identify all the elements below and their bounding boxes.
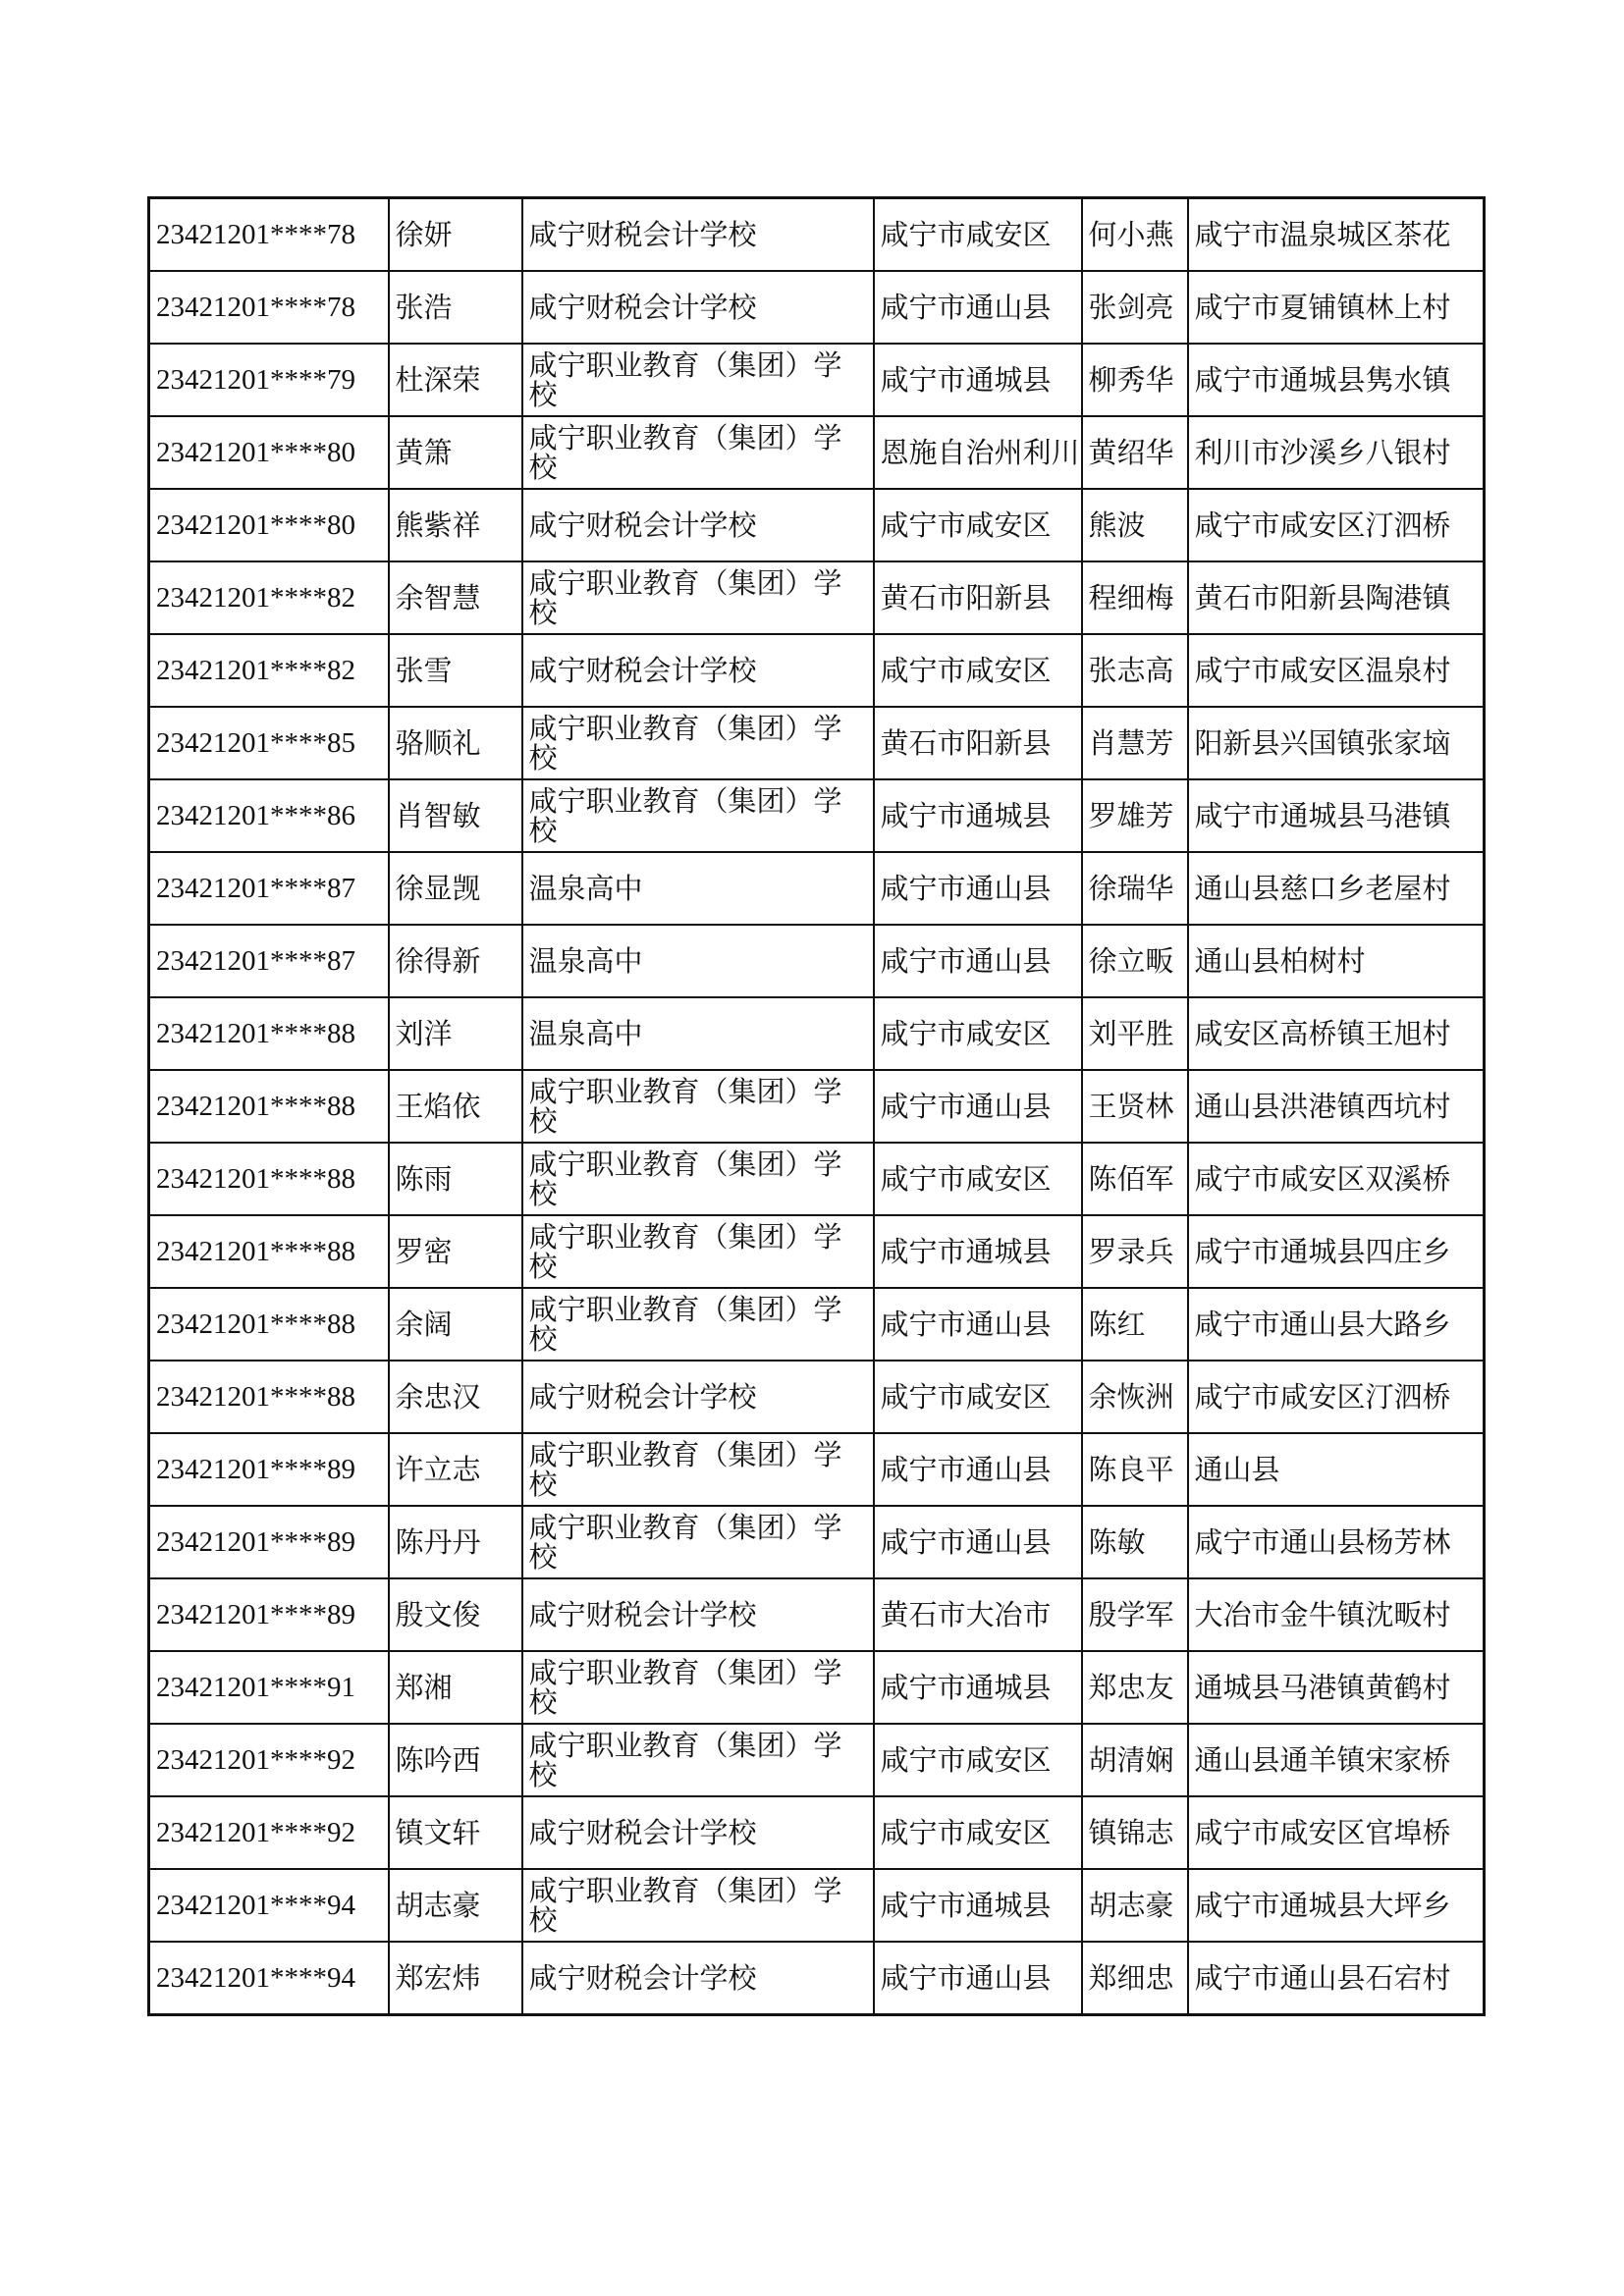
table-row — [149, 1942, 1485, 2015]
table-row — [149, 1724, 1485, 1796]
name-cell: 骆顺礼 — [389, 707, 522, 779]
id-cell: 23421201****86 — [149, 779, 389, 852]
school-cell: 咸宁职业教育（集团）学校 — [522, 1215, 874, 1288]
table-row — [149, 707, 1485, 779]
id-cell: 23421201****89 — [149, 1433, 389, 1506]
region-cell: 咸宁市咸安区 — [874, 997, 1082, 1070]
region-cell: 咸宁市通山县 — [874, 1942, 1082, 2015]
parent-cell: 陈敏 — [1082, 1506, 1188, 1578]
id-cell: 23421201****88 — [149, 997, 389, 1070]
region-cell: 咸宁市咸安区 — [874, 1724, 1082, 1796]
region-cell: 黄石市大冶市 — [874, 1578, 1082, 1651]
region-cell: 咸宁市通城县 — [874, 1651, 1082, 1724]
address-cell: 咸宁市通城县大坪乡 — [1188, 1869, 1485, 1942]
name-cell: 镇文轩 — [389, 1796, 522, 1869]
name-cell: 余智慧 — [389, 561, 522, 634]
table-row — [149, 1506, 1485, 1578]
parent-cell: 陈良平 — [1082, 1433, 1188, 1506]
address-cell: 咸宁市通城县马港镇 — [1188, 779, 1485, 852]
region-cell: 咸宁市咸安区 — [874, 1796, 1082, 1869]
name-cell: 肖智敏 — [389, 779, 522, 852]
id-cell: 23421201****88 — [149, 1288, 389, 1361]
region-cell: 咸宁市咸安区 — [874, 489, 1082, 561]
address-cell: 通山县柏树村 — [1188, 925, 1485, 997]
name-cell: 杜深荣 — [389, 344, 522, 416]
id-cell: 23421201****89 — [149, 1578, 389, 1651]
region-cell: 黄石市阳新县 — [874, 561, 1082, 634]
name-cell: 余阔 — [389, 1288, 522, 1361]
name-cell: 殷文俊 — [389, 1578, 522, 1651]
region-cell: 咸宁市咸安区 — [874, 198, 1082, 272]
address-cell: 咸宁市通山县石宕村 — [1188, 1942, 1485, 2015]
table-row — [149, 344, 1485, 416]
school-cell: 咸宁财税会计学校 — [522, 489, 874, 561]
school-cell: 咸宁财税会计学校 — [522, 271, 874, 344]
student-table — [147, 196, 1486, 2016]
address-cell: 咸宁市咸安区双溪桥 — [1188, 1143, 1485, 1215]
id-cell: 23421201****92 — [149, 1724, 389, 1796]
school-cell: 咸宁职业教育（集团）学校 — [522, 1506, 874, 1578]
name-cell: 陈丹丹 — [389, 1506, 522, 1578]
school-cell: 咸宁职业教育（集团）学校 — [522, 416, 874, 489]
parent-cell: 镇锦志 — [1082, 1796, 1188, 1869]
region-cell: 咸宁市通城县 — [874, 779, 1082, 852]
address-cell: 通山县洪港镇西坑村 — [1188, 1070, 1485, 1143]
id-cell: 23421201****80 — [149, 416, 389, 489]
table-row — [149, 1215, 1485, 1288]
school-cell: 咸宁职业教育（集团）学校 — [522, 561, 874, 634]
id-cell: 23421201****85 — [149, 707, 389, 779]
address-cell: 通山县慈口乡老屋村 — [1188, 852, 1485, 925]
school-cell: 咸宁职业教育（集团）学校 — [522, 779, 874, 852]
id-cell: 23421201****88 — [149, 1215, 389, 1288]
region-cell: 咸宁市通城县 — [874, 1869, 1082, 1942]
table-row — [149, 416, 1485, 489]
parent-cell: 胡清娴 — [1082, 1724, 1188, 1796]
region-cell: 咸宁市咸安区 — [874, 1143, 1082, 1215]
name-cell: 熊紫祥 — [389, 489, 522, 561]
table-row — [149, 271, 1485, 344]
table-row — [149, 634, 1485, 707]
id-cell: 23421201****82 — [149, 634, 389, 707]
region-cell: 咸宁市咸安区 — [874, 634, 1082, 707]
name-cell: 许立志 — [389, 1433, 522, 1506]
id-cell: 23421201****94 — [149, 1869, 389, 1942]
name-cell: 黄箫 — [389, 416, 522, 489]
region-cell: 咸宁市通山县 — [874, 1433, 1082, 1506]
table-row — [149, 1651, 1485, 1724]
parent-cell: 胡志豪 — [1082, 1869, 1188, 1942]
region-cell: 咸宁市通山县 — [874, 1070, 1082, 1143]
id-cell: 23421201****88 — [149, 1361, 389, 1433]
id-cell: 23421201****79 — [149, 344, 389, 416]
table-row — [149, 1433, 1485, 1506]
name-cell: 徐显觊 — [389, 852, 522, 925]
address-cell: 咸宁市通城县隽水镇 — [1188, 344, 1485, 416]
school-cell: 咸宁财税会计学校 — [522, 1942, 874, 2015]
address-cell: 咸安区高桥镇王旭村 — [1188, 997, 1485, 1070]
name-cell: 郑湘 — [389, 1651, 522, 1724]
address-cell: 咸宁市咸安区汀泗桥 — [1188, 1361, 1485, 1433]
parent-cell: 郑细忠 — [1082, 1942, 1188, 2015]
parent-cell: 柳秀华 — [1082, 344, 1188, 416]
id-cell: 23421201****92 — [149, 1796, 389, 1869]
name-cell: 徐得新 — [389, 925, 522, 997]
id-cell: 23421201****80 — [149, 489, 389, 561]
table-row — [149, 1869, 1485, 1942]
school-cell: 温泉高中 — [522, 925, 874, 997]
table-row — [149, 997, 1485, 1070]
name-cell: 王焰依 — [389, 1070, 522, 1143]
region-cell: 黄石市阳新县 — [874, 707, 1082, 779]
school-cell: 咸宁财税会计学校 — [522, 198, 874, 272]
parent-cell: 黄绍华 — [1082, 416, 1188, 489]
name-cell: 罗密 — [389, 1215, 522, 1288]
address-cell: 大冶市金牛镇沈畈村 — [1188, 1578, 1485, 1651]
address-cell: 咸宁市夏铺镇林上村 — [1188, 271, 1485, 344]
region-cell: 恩施自治州利川 — [874, 416, 1082, 489]
parent-cell: 肖慧芳 — [1082, 707, 1188, 779]
parent-cell: 罗雄芳 — [1082, 779, 1188, 852]
parent-cell: 陈佰军 — [1082, 1143, 1188, 1215]
address-cell: 咸宁市温泉城区茶花 — [1188, 198, 1485, 272]
school-cell: 咸宁职业教育（集团）学校 — [522, 1070, 874, 1143]
table-row — [149, 925, 1485, 997]
region-cell: 咸宁市通山县 — [874, 852, 1082, 925]
school-cell: 咸宁财税会计学校 — [522, 1578, 874, 1651]
school-cell: 咸宁职业教育（集团）学校 — [522, 1651, 874, 1724]
table-body — [149, 198, 1485, 2015]
parent-cell: 徐立畈 — [1082, 925, 1188, 997]
address-cell: 咸宁市咸安区温泉村 — [1188, 634, 1485, 707]
parent-cell: 殷学军 — [1082, 1578, 1188, 1651]
parent-cell: 刘平胜 — [1082, 997, 1188, 1070]
school-cell: 温泉高中 — [522, 852, 874, 925]
table-row — [149, 1143, 1485, 1215]
address-cell: 通城县马港镇黄鹤村 — [1188, 1651, 1485, 1724]
id-cell: 23421201****78 — [149, 271, 389, 344]
school-cell: 咸宁职业教育（集团）学校 — [522, 1433, 874, 1506]
id-cell: 23421201****87 — [149, 852, 389, 925]
id-cell: 23421201****87 — [149, 925, 389, 997]
name-cell: 胡志豪 — [389, 1869, 522, 1942]
region-cell: 咸宁市通城县 — [874, 344, 1082, 416]
region-cell: 咸宁市通城县 — [874, 1215, 1082, 1288]
address-cell: 黄石市阳新县陶港镇 — [1188, 561, 1485, 634]
id-cell: 23421201****78 — [149, 198, 389, 272]
id-cell: 23421201****94 — [149, 1942, 389, 2015]
table-row — [149, 489, 1485, 561]
parent-cell: 熊波 — [1082, 489, 1188, 561]
id-cell: 23421201****88 — [149, 1070, 389, 1143]
table-row — [149, 198, 1485, 272]
id-cell: 23421201****88 — [149, 1143, 389, 1215]
parent-cell: 王贤林 — [1082, 1070, 1188, 1143]
table-row — [149, 1361, 1485, 1433]
name-cell: 刘洋 — [389, 997, 522, 1070]
parent-cell: 张志高 — [1082, 634, 1188, 707]
name-cell: 余忠汉 — [389, 1361, 522, 1433]
school-cell: 咸宁职业教育（集团）学校 — [522, 1143, 874, 1215]
address-cell: 利川市沙溪乡八银村 — [1188, 416, 1485, 489]
region-cell: 咸宁市通山县 — [874, 925, 1082, 997]
school-cell: 咸宁职业教育（集团）学校 — [522, 1724, 874, 1796]
parent-cell: 张剑亮 — [1082, 271, 1188, 344]
address-cell: 阳新县兴国镇张家垴 — [1188, 707, 1485, 779]
address-cell: 咸宁市通山县杨芳林 — [1188, 1506, 1485, 1578]
school-cell: 咸宁财税会计学校 — [522, 634, 874, 707]
table-row — [149, 779, 1485, 852]
address-cell: 咸宁市咸安区汀泗桥 — [1188, 489, 1485, 561]
parent-cell: 程细梅 — [1082, 561, 1188, 634]
table-row — [149, 1288, 1485, 1361]
id-cell: 23421201****91 — [149, 1651, 389, 1724]
school-cell: 温泉高中 — [522, 997, 874, 1070]
name-cell: 陈吟西 — [389, 1724, 522, 1796]
table-row — [149, 561, 1485, 634]
school-cell: 咸宁财税会计学校 — [522, 1361, 874, 1433]
parent-cell: 郑忠友 — [1082, 1651, 1188, 1724]
school-cell: 咸宁职业教育（集团）学校 — [522, 344, 874, 416]
name-cell: 郑宏炜 — [389, 1942, 522, 2015]
address-cell: 通山县 — [1188, 1433, 1485, 1506]
table-row — [149, 1070, 1485, 1143]
table-row — [149, 852, 1485, 925]
parent-cell: 罗录兵 — [1082, 1215, 1188, 1288]
parent-cell: 陈红 — [1082, 1288, 1188, 1361]
parent-cell: 徐瑞华 — [1082, 852, 1188, 925]
region-cell: 咸宁市通山县 — [874, 1506, 1082, 1578]
address-cell: 咸宁市通城县四庄乡 — [1188, 1215, 1485, 1288]
table-row — [149, 1578, 1485, 1651]
name-cell: 张雪 — [389, 634, 522, 707]
name-cell: 徐妍 — [389, 198, 522, 272]
address-cell: 通山县通羊镇宋家桥 — [1188, 1724, 1485, 1796]
parent-cell: 何小燕 — [1082, 198, 1188, 272]
id-cell: 23421201****89 — [149, 1506, 389, 1578]
region-cell: 咸宁市通山县 — [874, 271, 1082, 344]
table-row — [149, 1796, 1485, 1869]
parent-cell: 余恢洲 — [1082, 1361, 1188, 1433]
school-cell: 咸宁财税会计学校 — [522, 1796, 874, 1869]
region-cell: 咸宁市咸安区 — [874, 1361, 1082, 1433]
name-cell: 张浩 — [389, 271, 522, 344]
name-cell: 陈雨 — [389, 1143, 522, 1215]
school-cell: 咸宁职业教育（集团）学校 — [522, 1869, 874, 1942]
region-cell: 咸宁市通山县 — [874, 1288, 1082, 1361]
school-cell: 咸宁职业教育（集团）学校 — [522, 707, 874, 779]
school-cell: 咸宁职业教育（集团）学校 — [522, 1288, 874, 1361]
address-cell: 咸宁市咸安区官埠桥 — [1188, 1796, 1485, 1869]
id-cell: 23421201****82 — [149, 561, 389, 634]
address-cell: 咸宁市通山县大路乡 — [1188, 1288, 1485, 1361]
